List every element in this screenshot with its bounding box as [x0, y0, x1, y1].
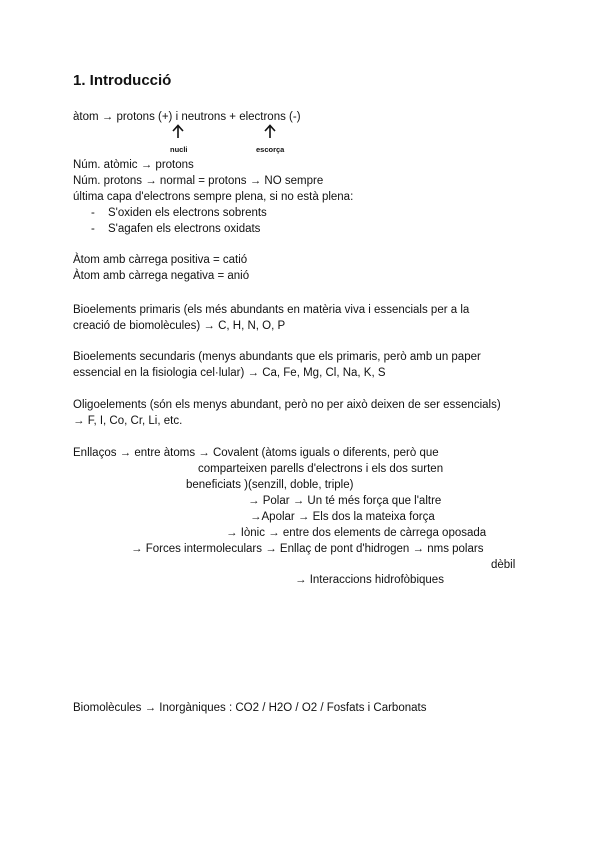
anion-line: Àtom amb càrrega negativa = anió — [73, 270, 250, 282]
debil-label: dèbil — [491, 559, 516, 571]
bullet-dash: - — [91, 223, 95, 235]
secundaris-line-2: essencial en la fisiologia cel·lular) → Ca, Fe, Mg, Cl, Na, K, S — [73, 367, 386, 379]
forces-line: → Forces intermoleculars → Enllaç de pont d'hidrogen → nms polars — [131, 543, 484, 555]
oxiden-item: S'oxiden els electrons sobrents — [108, 207, 267, 219]
enllacos-line-3: beneficiats )(senzill, doble, triple) — [186, 479, 354, 491]
oligo-line-1: Oligoelements (són els menys abundant, però no per això deixen de ser essencials) — [73, 399, 501, 411]
nucli-label: nucli — [170, 145, 188, 154]
polar-line: → Polar → Un té més força que l'altre — [248, 495, 442, 507]
ionic-line: → Iònic → entre dos elements de càrrega oposada — [226, 527, 487, 539]
secundaris-line-1: Bioelements secundaris (menys abundants que els primaris, però amb un paper — [73, 351, 481, 363]
num-atomic-line: Núm. atòmic → protons — [73, 159, 194, 171]
atom-line: àtom → protons (+) i neutrons + electrons (-) — [73, 111, 301, 123]
hidrofobiques-line: → Interaccions hidrofòbiques — [295, 574, 444, 586]
cation-line: Àtom amb càrrega positiva = catió — [73, 254, 248, 266]
escorca-label: escorça — [256, 145, 285, 154]
bullet-dash: - — [91, 207, 95, 219]
biomolecules-line: Biomolècules → Inorgàniques : CO2 / H2O / O2 / Fosfats i Carbonats — [73, 702, 427, 714]
enllacos-line-1: Enllaços → entre àtoms → Covalent (àtoms iguals o diferents, però que — [73, 447, 439, 459]
primaris-line-2: creació de biomolècules) → C, H, N, O, P — [73, 320, 286, 332]
arrow-up-icon — [264, 124, 276, 138]
primaris-line-1: Bioelements primaris (els més abundants en matèria viva i essencials per a la — [73, 304, 470, 316]
oligo-line-2: → F, I, Co, Cr, Li, etc. — [73, 415, 183, 427]
page-heading: 1. Introducció — [73, 72, 172, 89]
enllacos-line-2: comparteixen parells d'electrons i els dos surten — [198, 463, 444, 475]
agafen-item: S'agafen els electrons oxidats — [108, 223, 261, 235]
apolar-line: →Apolar → Els dos la mateixa força — [250, 511, 435, 523]
arrow-up-icon — [172, 124, 184, 138]
ultima-capa-line: última capa d'electrons sempre plena, si no està plena: — [73, 191, 354, 203]
num-protons-line: Núm. protons → normal = protons → NO sempre — [73, 175, 324, 187]
